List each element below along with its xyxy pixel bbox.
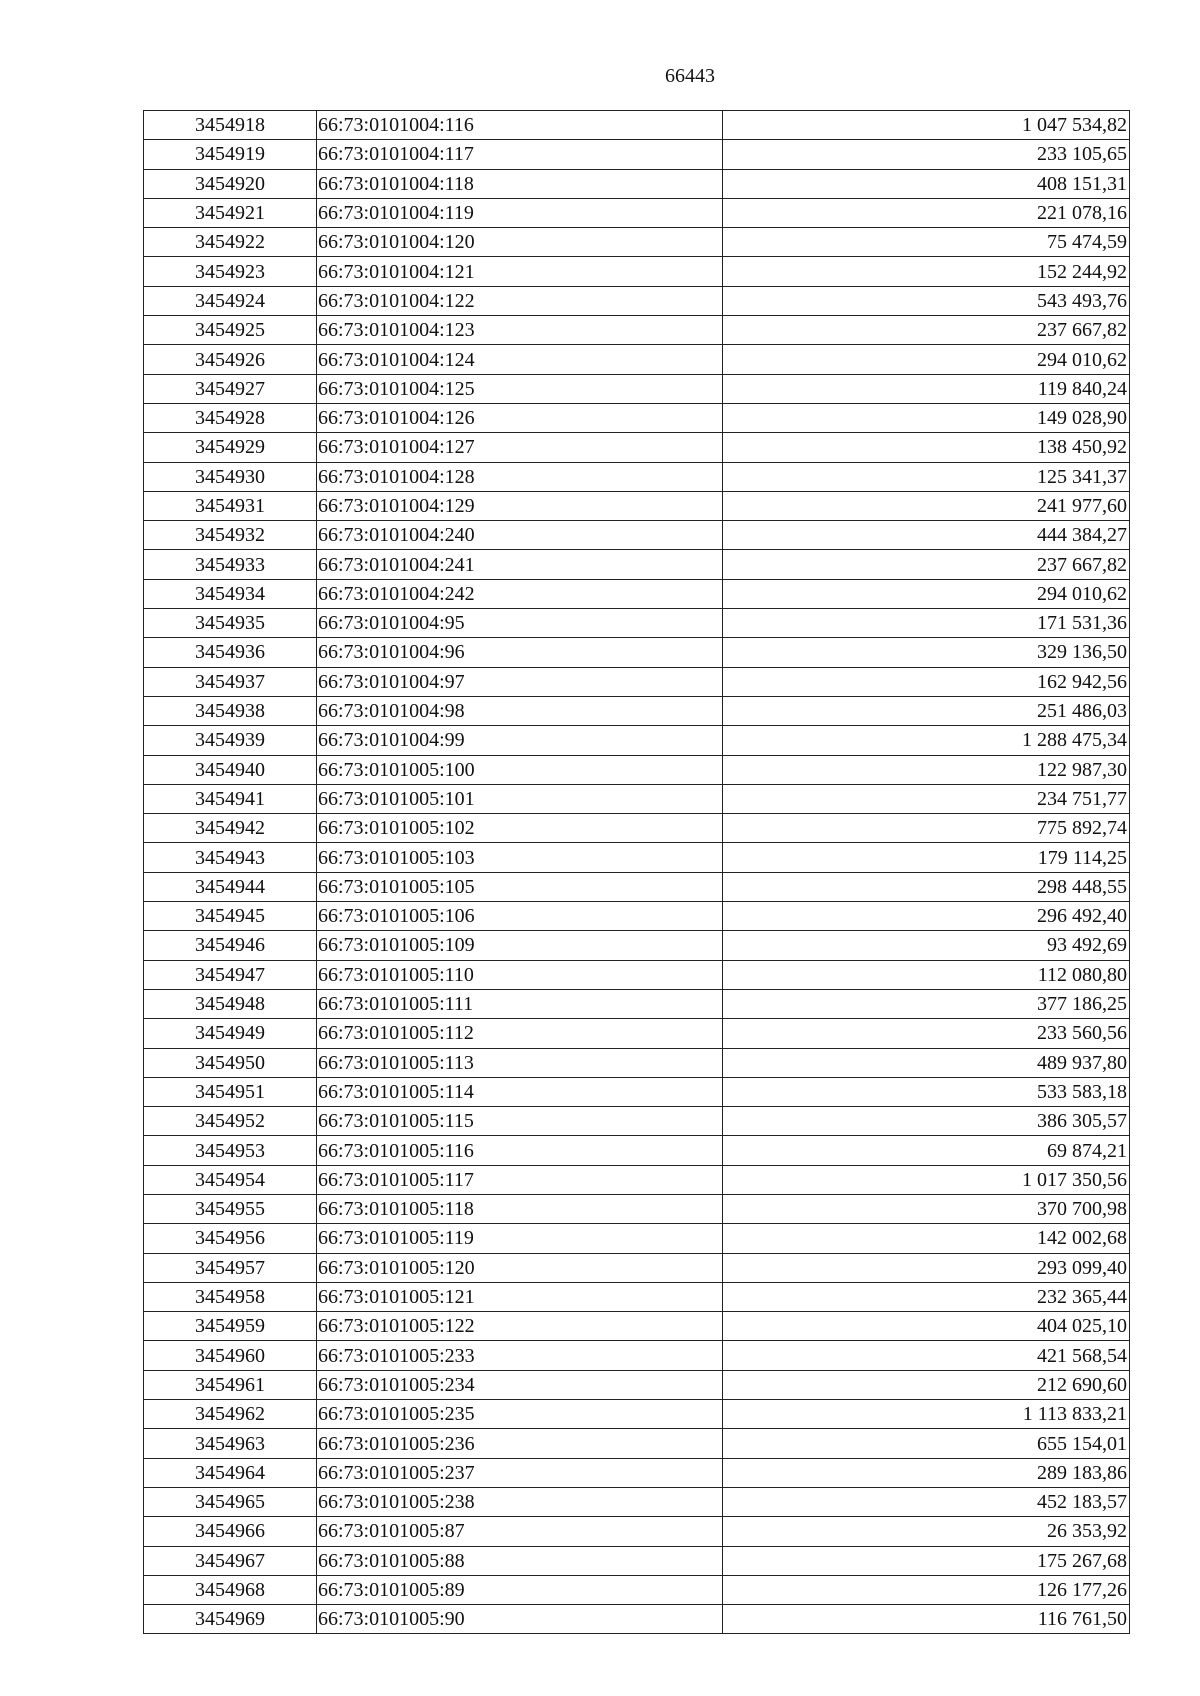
cadastral-number-cell: 66:73:0101005:103 (317, 843, 723, 872)
cadastral-value-cell: 26 353,92 (723, 1517, 1130, 1546)
row-id-cell: 3454923 (144, 257, 317, 286)
cadastral-number-cell: 66:73:0101004:126 (317, 403, 723, 432)
table-row (144, 726, 1130, 755)
row-id-cell: 3454957 (144, 1253, 317, 1282)
cadastral-value-cell: 171 531,36 (723, 609, 1130, 638)
cadastral-value-cell: 142 002,68 (723, 1224, 1130, 1253)
row-id-cell: 3454969 (144, 1605, 317, 1634)
table-row (144, 1077, 1130, 1106)
table-row (144, 843, 1130, 872)
table-row (144, 286, 1130, 315)
cadastral-value-cell: 233 105,65 (723, 140, 1130, 169)
table-row (144, 696, 1130, 725)
cadastral-number-cell: 66:73:0101004:119 (317, 198, 723, 227)
cadastral-number-cell: 66:73:0101004:129 (317, 491, 723, 520)
cadastral-number-cell: 66:73:0101005:238 (317, 1487, 723, 1516)
cadastral-value-cell: 1 113 833,21 (723, 1400, 1130, 1429)
table-row (144, 609, 1130, 638)
page-number: 66443 (665, 65, 715, 87)
row-id-cell: 3454936 (144, 638, 317, 667)
row-id-cell: 3454940 (144, 755, 317, 784)
cadastral-number-cell: 66:73:0101004:99 (317, 726, 723, 755)
table-row (144, 1136, 1130, 1165)
cadastral-value-cell: 233 560,56 (723, 1019, 1130, 1048)
row-id-cell: 3454937 (144, 667, 317, 696)
table-row (144, 1048, 1130, 1077)
table-row (144, 902, 1130, 931)
cadastral-value-cell: 237 667,82 (723, 316, 1130, 345)
table-row (144, 1253, 1130, 1282)
table-row (144, 316, 1130, 345)
row-id-cell: 3454947 (144, 960, 317, 989)
cadastral-value-cell: 69 874,21 (723, 1136, 1130, 1165)
cadastral-number-cell: 66:73:0101005:113 (317, 1048, 723, 1077)
cadastral-value-cell: 489 937,80 (723, 1048, 1130, 1077)
cadastral-number-cell: 66:73:0101004:98 (317, 696, 723, 725)
table-row (144, 1400, 1130, 1429)
cadastral-number-cell: 66:73:0101005:90 (317, 1605, 723, 1634)
cadastral-number-cell: 66:73:0101004:117 (317, 140, 723, 169)
row-id-cell: 3454943 (144, 843, 317, 872)
cadastral-value-table (143, 110, 1130, 1634)
row-id-cell: 3454956 (144, 1224, 317, 1253)
table-row (144, 1019, 1130, 1048)
row-id-cell: 3454934 (144, 579, 317, 608)
table-row (144, 814, 1130, 843)
cadastral-value-cell: 329 136,50 (723, 638, 1130, 667)
cadastral-number-cell: 66:73:0101005:234 (317, 1370, 723, 1399)
table-row (144, 1517, 1130, 1546)
table-row (144, 169, 1130, 198)
cadastral-number-cell: 66:73:0101005:116 (317, 1136, 723, 1165)
table-row (144, 1370, 1130, 1399)
row-id-cell: 3454953 (144, 1136, 317, 1165)
table-row (144, 1107, 1130, 1136)
cadastral-value-cell: 116 761,50 (723, 1605, 1130, 1634)
table-row (144, 1341, 1130, 1370)
cadastral-number-cell: 66:73:0101004:124 (317, 345, 723, 374)
row-id-cell: 3454950 (144, 1048, 317, 1077)
cadastral-value-cell: 408 151,31 (723, 169, 1130, 198)
row-id-cell: 3454924 (144, 286, 317, 315)
row-id-cell: 3454925 (144, 316, 317, 345)
row-id-cell: 3454929 (144, 433, 317, 462)
row-id-cell: 3454959 (144, 1312, 317, 1341)
cadastral-value-cell: 138 450,92 (723, 433, 1130, 462)
table-row (144, 1487, 1130, 1516)
table-row (144, 140, 1130, 169)
cadastral-number-cell: 66:73:0101005:88 (317, 1546, 723, 1575)
cadastral-number-cell: 66:73:0101004:118 (317, 169, 723, 198)
cadastral-number-cell: 66:73:0101004:122 (317, 286, 723, 315)
cadastral-value-cell: 533 583,18 (723, 1077, 1130, 1106)
cadastral-number-cell: 66:73:0101005:122 (317, 1312, 723, 1341)
row-id-cell: 3454926 (144, 345, 317, 374)
cadastral-value-cell: 149 028,90 (723, 403, 1130, 432)
cadastral-value-cell: 221 078,16 (723, 198, 1130, 227)
row-id-cell: 3454945 (144, 902, 317, 931)
table-row (144, 491, 1130, 520)
table-row (144, 784, 1130, 813)
cadastral-number-cell: 66:73:0101005:118 (317, 1194, 723, 1223)
cadastral-value-cell: 1 017 350,56 (723, 1165, 1130, 1194)
row-id-cell: 3454961 (144, 1370, 317, 1399)
table-row (144, 1546, 1130, 1575)
row-id-cell: 3454955 (144, 1194, 317, 1223)
cadastral-number-cell: 66:73:0101005:235 (317, 1400, 723, 1429)
row-id-cell: 3454922 (144, 228, 317, 257)
cadastral-value-cell: 152 244,92 (723, 257, 1130, 286)
table-row (144, 1224, 1130, 1253)
cadastral-number-cell: 66:73:0101005:119 (317, 1224, 723, 1253)
cadastral-value-cell: 241 977,60 (723, 491, 1130, 520)
row-id-cell: 3454939 (144, 726, 317, 755)
cadastral-value-cell: 1 288 475,34 (723, 726, 1130, 755)
table-row (144, 1429, 1130, 1458)
row-id-cell: 3454964 (144, 1458, 317, 1487)
row-id-cell: 3454960 (144, 1341, 317, 1370)
table-row (144, 198, 1130, 227)
cadastral-number-cell: 66:73:0101005:237 (317, 1458, 723, 1487)
cadastral-number-cell: 66:73:0101004:121 (317, 257, 723, 286)
cadastral-value-cell: 125 341,37 (723, 462, 1130, 491)
row-id-cell: 3454931 (144, 491, 317, 520)
cadastral-number-cell: 66:73:0101004:123 (317, 316, 723, 345)
row-id-cell: 3454941 (144, 784, 317, 813)
table-body (144, 111, 1130, 1634)
cadastral-value-cell: 386 305,57 (723, 1107, 1130, 1136)
cadastral-value-cell: 404 025,10 (723, 1312, 1130, 1341)
cadastral-value-cell: 294 010,62 (723, 579, 1130, 608)
row-id-cell: 3454920 (144, 169, 317, 198)
row-id-cell: 3454967 (144, 1546, 317, 1575)
cadastral-number-cell: 66:73:0101004:96 (317, 638, 723, 667)
cadastral-number-cell: 66:73:0101005:100 (317, 755, 723, 784)
cadastral-value-cell: 237 667,82 (723, 550, 1130, 579)
cadastral-value-cell: 421 568,54 (723, 1341, 1130, 1370)
row-id-cell: 3454963 (144, 1429, 317, 1458)
cadastral-number-cell: 66:73:0101005:111 (317, 989, 723, 1018)
row-id-cell: 3454949 (144, 1019, 317, 1048)
table-row (144, 1605, 1130, 1634)
cadastral-value-cell: 179 114,25 (723, 843, 1130, 872)
table-row (144, 403, 1130, 432)
cadastral-number-cell: 66:73:0101005:112 (317, 1019, 723, 1048)
row-id-cell: 3454933 (144, 550, 317, 579)
row-id-cell: 3454932 (144, 521, 317, 550)
table-row (144, 1194, 1130, 1223)
row-id-cell: 3454952 (144, 1107, 317, 1136)
cadastral-value-cell: 543 493,76 (723, 286, 1130, 315)
row-id-cell: 3454951 (144, 1077, 317, 1106)
cadastral-number-cell: 66:73:0101005:87 (317, 1517, 723, 1546)
cadastral-value-cell: 1 047 534,82 (723, 111, 1130, 140)
cadastral-number-cell: 66:73:0101005:102 (317, 814, 723, 843)
cadastral-value-cell: 377 186,25 (723, 989, 1130, 1018)
cadastral-number-cell: 66:73:0101004:127 (317, 433, 723, 462)
table-row (144, 1575, 1130, 1604)
row-id-cell: 3454954 (144, 1165, 317, 1194)
cadastral-number-cell: 66:73:0101004:120 (317, 228, 723, 257)
table-row (144, 931, 1130, 960)
row-id-cell: 3454938 (144, 696, 317, 725)
cadastral-value-cell: 212 690,60 (723, 1370, 1130, 1399)
cadastral-number-cell: 66:73:0101005:114 (317, 1077, 723, 1106)
cadastral-number-cell: 66:73:0101005:121 (317, 1282, 723, 1311)
cadastral-number-cell: 66:73:0101004:240 (317, 521, 723, 550)
cadastral-number-cell: 66:73:0101004:128 (317, 462, 723, 491)
row-id-cell: 3454921 (144, 198, 317, 227)
table-row (144, 257, 1130, 286)
cadastral-number-cell: 66:73:0101005:106 (317, 902, 723, 931)
cadastral-number-cell: 66:73:0101005:101 (317, 784, 723, 813)
table-row (144, 1312, 1130, 1341)
table-row (144, 638, 1130, 667)
cadastral-number-cell: 66:73:0101004:97 (317, 667, 723, 696)
row-id-cell: 3454918 (144, 111, 317, 140)
cadastral-value-cell: 251 486,03 (723, 696, 1130, 725)
table-row (144, 374, 1130, 403)
table-row (144, 111, 1130, 140)
table-row (144, 550, 1130, 579)
table-row (144, 960, 1130, 989)
cadastral-number-cell: 66:73:0101005:105 (317, 872, 723, 901)
cadastral-value-cell: 370 700,98 (723, 1194, 1130, 1223)
row-id-cell: 3454965 (144, 1487, 317, 1516)
table-row (144, 1458, 1130, 1487)
cadastral-number-cell: 66:73:0101004:241 (317, 550, 723, 579)
row-id-cell: 3454935 (144, 609, 317, 638)
cadastral-value-cell: 294 010,62 (723, 345, 1130, 374)
table-row (144, 521, 1130, 550)
cadastral-number-cell: 66:73:0101004:125 (317, 374, 723, 403)
table-row (144, 1282, 1130, 1311)
table-row (144, 872, 1130, 901)
row-id-cell: 3454930 (144, 462, 317, 491)
cadastral-number-cell: 66:73:0101005:109 (317, 931, 723, 960)
cadastral-number-cell: 66:73:0101005:89 (317, 1575, 723, 1604)
table-row (144, 462, 1130, 491)
cadastral-value-cell: 112 080,80 (723, 960, 1130, 989)
row-id-cell: 3454968 (144, 1575, 317, 1604)
cadastral-value-cell: 444 384,27 (723, 521, 1130, 550)
cadastral-value-cell: 296 492,40 (723, 902, 1130, 931)
cadastral-number-cell: 66:73:0101005:233 (317, 1341, 723, 1370)
cadastral-value-cell: 293 099,40 (723, 1253, 1130, 1282)
cadastral-number-cell: 66:73:0101005:117 (317, 1165, 723, 1194)
row-id-cell: 3454928 (144, 403, 317, 432)
table-row (144, 228, 1130, 257)
cadastral-value-cell: 122 987,30 (723, 755, 1130, 784)
cadastral-value-cell: 175 267,68 (723, 1546, 1130, 1575)
table-row (144, 433, 1130, 462)
cadastral-number-cell: 66:73:0101004:95 (317, 609, 723, 638)
table-row (144, 989, 1130, 1018)
cadastral-value-cell: 119 840,24 (723, 374, 1130, 403)
cadastral-number-cell: 66:73:0101004:242 (317, 579, 723, 608)
cadastral-value-cell: 298 448,55 (723, 872, 1130, 901)
row-id-cell: 3454942 (144, 814, 317, 843)
table-row (144, 579, 1130, 608)
table-row (144, 755, 1130, 784)
row-id-cell: 3454962 (144, 1400, 317, 1429)
table-row (144, 345, 1130, 374)
data-table-container (143, 110, 1129, 1634)
row-id-cell: 3454948 (144, 989, 317, 1018)
cadastral-number-cell: 66:73:0101005:110 (317, 960, 723, 989)
row-id-cell: 3454927 (144, 374, 317, 403)
cadastral-value-cell: 162 942,56 (723, 667, 1130, 696)
cadastral-value-cell: 655 154,01 (723, 1429, 1130, 1458)
cadastral-value-cell: 289 183,86 (723, 1458, 1130, 1487)
row-id-cell: 3454946 (144, 931, 317, 960)
cadastral-number-cell: 66:73:0101005:236 (317, 1429, 723, 1458)
cadastral-value-cell: 93 492,69 (723, 931, 1130, 960)
row-id-cell: 3454966 (144, 1517, 317, 1546)
cadastral-number-cell: 66:73:0101005:120 (317, 1253, 723, 1282)
row-id-cell: 3454944 (144, 872, 317, 901)
cadastral-value-cell: 126 177,26 (723, 1575, 1130, 1604)
cadastral-value-cell: 75 474,59 (723, 228, 1130, 257)
row-id-cell: 3454958 (144, 1282, 317, 1311)
cadastral-value-cell: 232 365,44 (723, 1282, 1130, 1311)
table-row (144, 1165, 1130, 1194)
cadastral-value-cell: 452 183,57 (723, 1487, 1130, 1516)
row-id-cell: 3454919 (144, 140, 317, 169)
cadastral-number-cell: 66:73:0101004:116 (317, 111, 723, 140)
cadastral-value-cell: 775 892,74 (723, 814, 1130, 843)
table-row (144, 667, 1130, 696)
cadastral-value-cell: 234 751,77 (723, 784, 1130, 813)
cadastral-number-cell: 66:73:0101005:115 (317, 1107, 723, 1136)
